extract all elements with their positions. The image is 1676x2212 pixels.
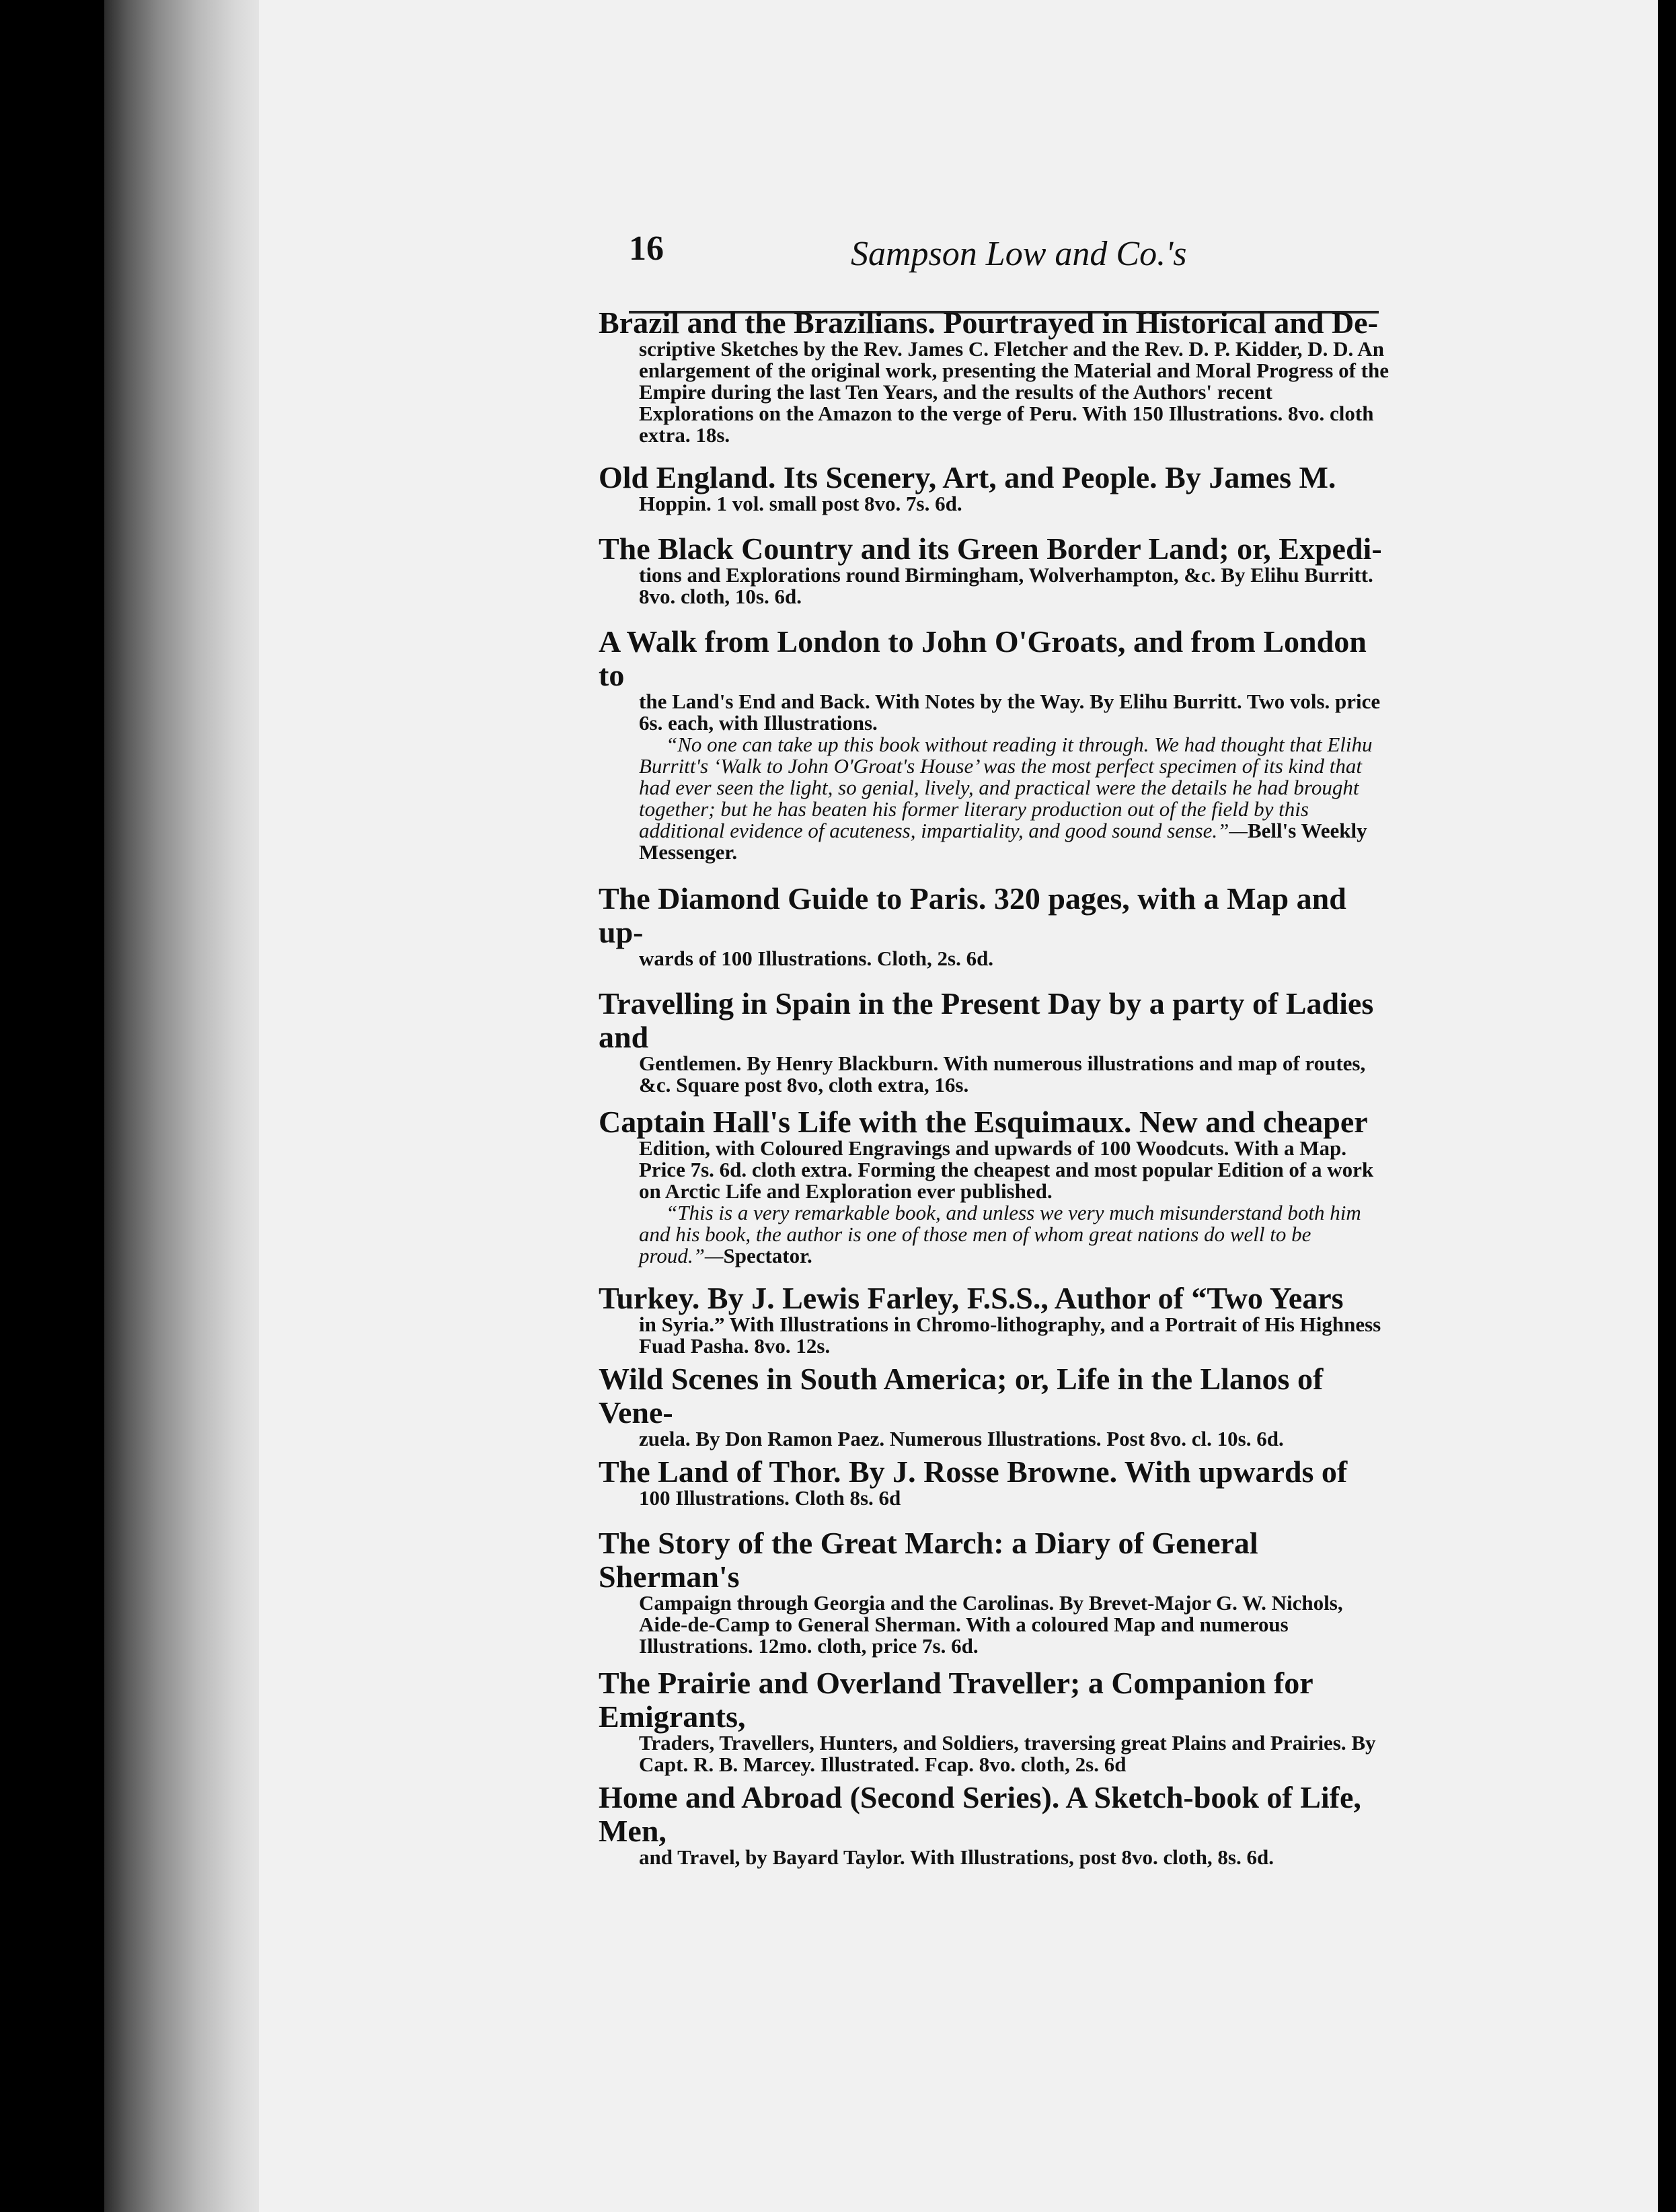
entry-title bbox=[599, 1105, 1392, 1139]
scan-border bbox=[1658, 0, 1676, 2212]
entry-description: wards of 100 Illustrations. Cloth, 2s. 6d. bbox=[639, 947, 994, 970]
review-source: Bell's Weekly Messenger. bbox=[639, 819, 1367, 864]
catalogue-entry bbox=[599, 1362, 1392, 1450]
entry-title bbox=[599, 625, 1392, 692]
catalogue-entry bbox=[599, 1455, 1392, 1509]
entry-description: tions and Explorations round Birmingham, Wolverhampton, &c. By Elihu Burritt. 8vo. cloth, 10s. 6d. bbox=[639, 563, 1373, 608]
catalogue-entry bbox=[599, 532, 1392, 607]
entry-title-main: The Diamond Guide to Paris. bbox=[599, 881, 987, 916]
entry-title-tail: 320 pages, with a Map and up- bbox=[599, 881, 1346, 949]
entry-review-quote bbox=[599, 734, 1392, 863]
page-header bbox=[629, 229, 1379, 296]
entry-title bbox=[599, 1526, 1392, 1594]
entry-title-tail: New and cheaper bbox=[1139, 1105, 1368, 1139]
review-text: “This is a very remarkable book, and unless we very much misunderstand both him and his book, the author is one of those men of whom great nations do well to be proud.”— bbox=[639, 1201, 1361, 1267]
catalogue-entry bbox=[599, 306, 1392, 446]
catalogue-entry bbox=[599, 1526, 1392, 1657]
review-text: “No one can take up this book without reading it through. We had thought that Elihu Burritt's ‘Walk to John O'Groat's House’ was the most perfect specimen of its kind that had ever seen the light, so genial, lively, and practical were the details he had brought together; but he has beaten his former literary production out of the field by this additional evidence of acuteness, impartiality, and good sound sense.”— bbox=[639, 733, 1373, 842]
catalogue-entry bbox=[599, 461, 1392, 515]
entry-title bbox=[599, 1362, 1392, 1430]
entry-description: Hoppin. 1 vol. small post 8vo. 7s. 6d. bbox=[639, 492, 962, 515]
entry-title-main: Wild Scenes in South America; bbox=[599, 1362, 1007, 1396]
entry-description: zuela. By Don Ramon Paez. Numerous Illustrations. Post 8vo. cl. 10s. 6d. bbox=[639, 1427, 1284, 1450]
entry-title bbox=[599, 1781, 1392, 1848]
entry-title-tail: a Diary of General Sherman's bbox=[599, 1526, 1258, 1594]
running-title: Sampson Low and Co.'s bbox=[851, 235, 1187, 273]
entry-title-tail: Its Scenery, Art, and People. By James M. bbox=[783, 460, 1336, 494]
catalogue-entry bbox=[599, 625, 1392, 863]
entry-title-main: Travelling in Spain in the Present Day bbox=[599, 986, 1102, 1021]
entry-description: Gentlemen. By Henry Blackburn. With numerous illustrations and map of routes, &c. Square post 8vo, cloth extra, 16s. bbox=[639, 1052, 1366, 1097]
entry-title bbox=[599, 1455, 1392, 1489]
entry-title-tail: or, Expedi- bbox=[1237, 531, 1382, 566]
catalogue-entries bbox=[599, 306, 1392, 1868]
catalogue-entry bbox=[599, 1666, 1392, 1775]
book-page-edges bbox=[104, 0, 259, 2212]
page-number: 16 bbox=[629, 229, 664, 268]
entry-title-main: Turkey. bbox=[599, 1281, 700, 1315]
entry-title bbox=[599, 532, 1392, 566]
entry-review-quote bbox=[599, 1202, 1392, 1267]
entry-title bbox=[599, 882, 1392, 949]
entry-title bbox=[599, 1282, 1392, 1315]
entry-title-main: Brazil and the Brazilians. bbox=[599, 305, 936, 340]
entry-title-main: The Prairie and Overland Traveller; bbox=[599, 1666, 1081, 1700]
entry-description: Campaign through Georgia and the Carolinas. By Brevet-Major G. W. Nichols, Aide-de-Camp to General Sherman. With a coloured Map and numerous Illustrations. 12mo. cloth, price 7s. 6d. bbox=[639, 1591, 1343, 1658]
entry-title-main: The Black Country and its Green Border Land; bbox=[599, 531, 1229, 566]
entry-title-tail: By J. Lewis Farley, F.S.S., Author of “Two Years bbox=[707, 1281, 1344, 1315]
entry-title-main: The Land of Thor. bbox=[599, 1454, 841, 1489]
catalogue-entry bbox=[599, 1105, 1392, 1267]
entry-description: Traders, Travellers, Hunters, and Soldiers, traversing great Plains and Prairies. By Capt. R. B. Marcey. Illustrated. Fcap. 8vo. cloth, 2s. 6d bbox=[639, 1731, 1376, 1776]
entry-description: and Travel, by Bayard Taylor. With Illustrations, post 8vo. cloth, 8s. 6d. bbox=[639, 1845, 1274, 1869]
catalogue-entry bbox=[599, 1282, 1392, 1357]
entry-title-tail: or, Life in the Llanos of Vene- bbox=[599, 1362, 1324, 1430]
entry-description: scriptive Sketches by the Rev. James C. Fletcher and the Rev. D. P. Kidder, D. D. An enlargement of the original work, presenting the Material and Moral Progress of the Empire during the last Ten Years, and the results of the Authors' recent Explorations on the Amazon to the verge of Peru. With 150 Illustrations. 8vo. cloth extra. 18s. bbox=[639, 337, 1389, 447]
review-source: Spectator. bbox=[723, 1244, 812, 1267]
entry-title-main: The Story of the Great March: bbox=[599, 1526, 1004, 1560]
entry-title bbox=[599, 987, 1392, 1054]
entry-description: the Land's End and Back. With Notes by the Way. By Elihu Burritt. Two vols. price 6s. each, with Illustrations. bbox=[639, 690, 1381, 735]
entry-title bbox=[599, 1666, 1392, 1734]
entry-title-tail: by a party of Ladies and bbox=[599, 986, 1374, 1054]
entry-title-tail: Pourtrayed in Historical and De- bbox=[943, 305, 1378, 340]
entry-description: in Syria.” With Illustrations in Chromo-lithography, and a Portrait of His Highness Fuad Pasha. 8vo. 12s. bbox=[639, 1313, 1381, 1358]
entry-title bbox=[599, 461, 1392, 494]
entry-title-main: Captain Hall's Life with the Esquimaux. bbox=[599, 1105, 1132, 1139]
entry-title-tail: a Companion for Emigrants, bbox=[599, 1666, 1313, 1734]
entry-description: 100 Illustrations. Cloth 8s. 6d bbox=[639, 1486, 901, 1510]
entry-title-main: Old England. bbox=[599, 460, 776, 494]
entry-title bbox=[599, 306, 1392, 340]
catalogue-entry bbox=[599, 1781, 1392, 1868]
entry-title-tail: By J. Rosse Browne. With upwards of bbox=[848, 1454, 1348, 1489]
entry-description: Edition, with Coloured Engravings and upwards of 100 Woodcuts. With a Map. Price 7s. 6d. cloth extra. Forming the cheapest and most popular Edition of a work on Arctic Life and Exploration ever published. bbox=[639, 1136, 1374, 1203]
entry-title-tail: A Sketch-book of Life, Men, bbox=[599, 1780, 1361, 1848]
entry-title-main: Home and Abroad (Second Series). bbox=[599, 1780, 1060, 1814]
entry-title-tail: and from London to bbox=[599, 624, 1367, 692]
catalogue-entry bbox=[599, 882, 1392, 969]
entry-title-main: A Walk from London to John O'Groats, bbox=[599, 624, 1126, 659]
catalogue-entry bbox=[599, 987, 1392, 1096]
